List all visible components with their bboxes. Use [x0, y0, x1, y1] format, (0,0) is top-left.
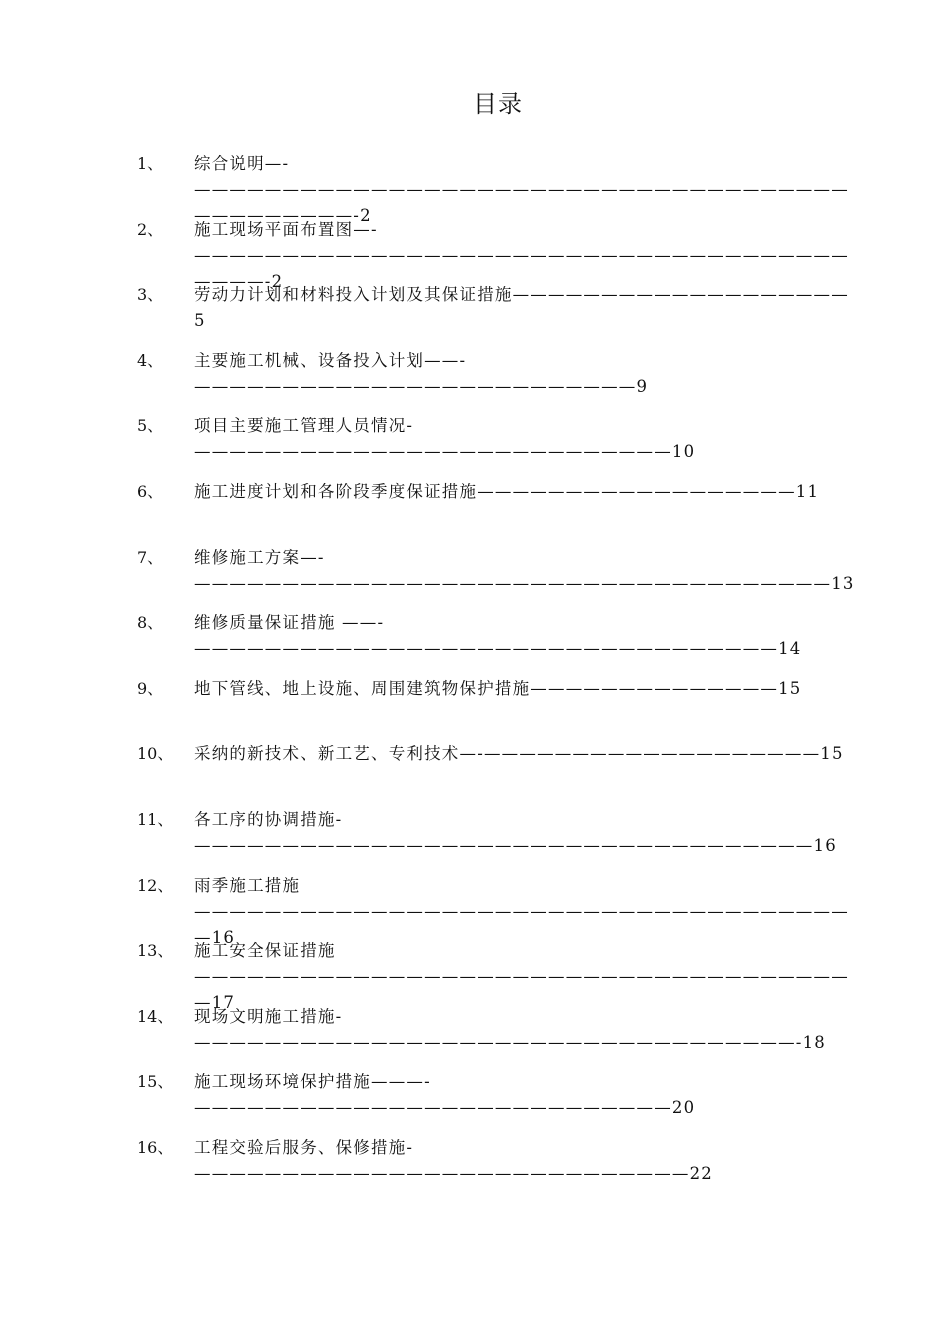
- entry-number: 10、: [137, 744, 174, 764]
- toc-entry[interactable]: [137, 479, 861, 545]
- toc-entry[interactable]: [137, 610, 861, 676]
- entry-number: 12、: [137, 875, 174, 895]
- toc-entry[interactable]: [137, 545, 861, 611]
- entry-text: 现场文明施工措施-——————————————————————————————————-18: [194, 1006, 826, 1052]
- toc-entry[interactable]: [137, 1135, 861, 1201]
- entry-text: 地下管线、地上设施、周围建筑物保护措施——————————————15: [194, 678, 802, 698]
- entry-text: 主要施工机械、设备投入计划——-—————————————————————————9: [194, 350, 649, 396]
- entry-number: 11、: [137, 809, 174, 829]
- entry-text: 施工进度计划和各阶段季度保证措施——————————————————11: [194, 481, 820, 501]
- entry-number: 14、: [137, 1006, 174, 1026]
- entry-text: 施工安全保证措施——————————————————————————————————————17: [194, 941, 849, 1013]
- entry-text: 雨季施工措施——————————————————————————————————————16: [194, 875, 849, 947]
- entry-text: 维修施工方案—-————————————————————————————————————13: [194, 547, 855, 593]
- toc-entry[interactable]: [137, 282, 861, 348]
- page-title: 目录: [473, 90, 523, 118]
- entry-number: 1、: [137, 154, 164, 173]
- toc-entry[interactable]: [137, 151, 861, 225]
- entry-number: 16、: [137, 1137, 174, 1157]
- entry-number: 7、: [137, 547, 164, 567]
- entry-number: 9、: [137, 678, 164, 698]
- entry-text: 工程交验后服务、保修措施-————————————————————————————22: [194, 1137, 713, 1183]
- toc-entry[interactable]: [137, 413, 861, 479]
- entry-number: 5、: [137, 416, 164, 436]
- toc-entry[interactable]: [137, 938, 861, 1013]
- entry-text: 综合说明—-——————————————————————————————————————————————-2: [194, 154, 849, 225]
- entry-text: 项目主要施工管理人员情况-———————————————————————————10: [194, 416, 696, 462]
- toc-entry[interactable]: [137, 348, 861, 414]
- toc-entry[interactable]: [137, 217, 861, 291]
- toc-entry[interactable]: [137, 1069, 861, 1135]
- toc-entry[interactable]: [137, 873, 861, 947]
- entry-text: 施工现场平面布置图—-—————————————————————————————————————————-2: [194, 219, 849, 291]
- toc-entry[interactable]: [137, 741, 861, 807]
- entry-number: 3、: [137, 285, 164, 305]
- toc-entry[interactable]: [137, 676, 861, 742]
- entry-text: 施工现场环境保护措施———-———————————————————————————20: [194, 1072, 696, 1118]
- entry-number: 15、: [137, 1072, 174, 1092]
- entry-text: 各工序的协调措施-———————————————————————————————————16: [194, 809, 837, 855]
- toc-entry[interactable]: [137, 807, 861, 873]
- entry-number: 6、: [137, 481, 164, 501]
- entry-number: 8、: [137, 613, 164, 633]
- entry-number: 13、: [137, 941, 174, 961]
- entry-text: 维修质量保证措施 ——-—————————————————————————————————14: [194, 613, 802, 659]
- table-of-contents: [137, 151, 861, 1201]
- entry-text: 采纳的新技术、新工艺、专利技术—-———————————————————15: [194, 744, 844, 764]
- entry-number: 4、: [137, 350, 164, 370]
- entry-text: 劳动力计划和材料投入计划及其保证措施———————————————————5: [194, 285, 849, 331]
- entry-number: 2、: [137, 219, 164, 239]
- toc-entry[interactable]: [137, 1004, 861, 1070]
